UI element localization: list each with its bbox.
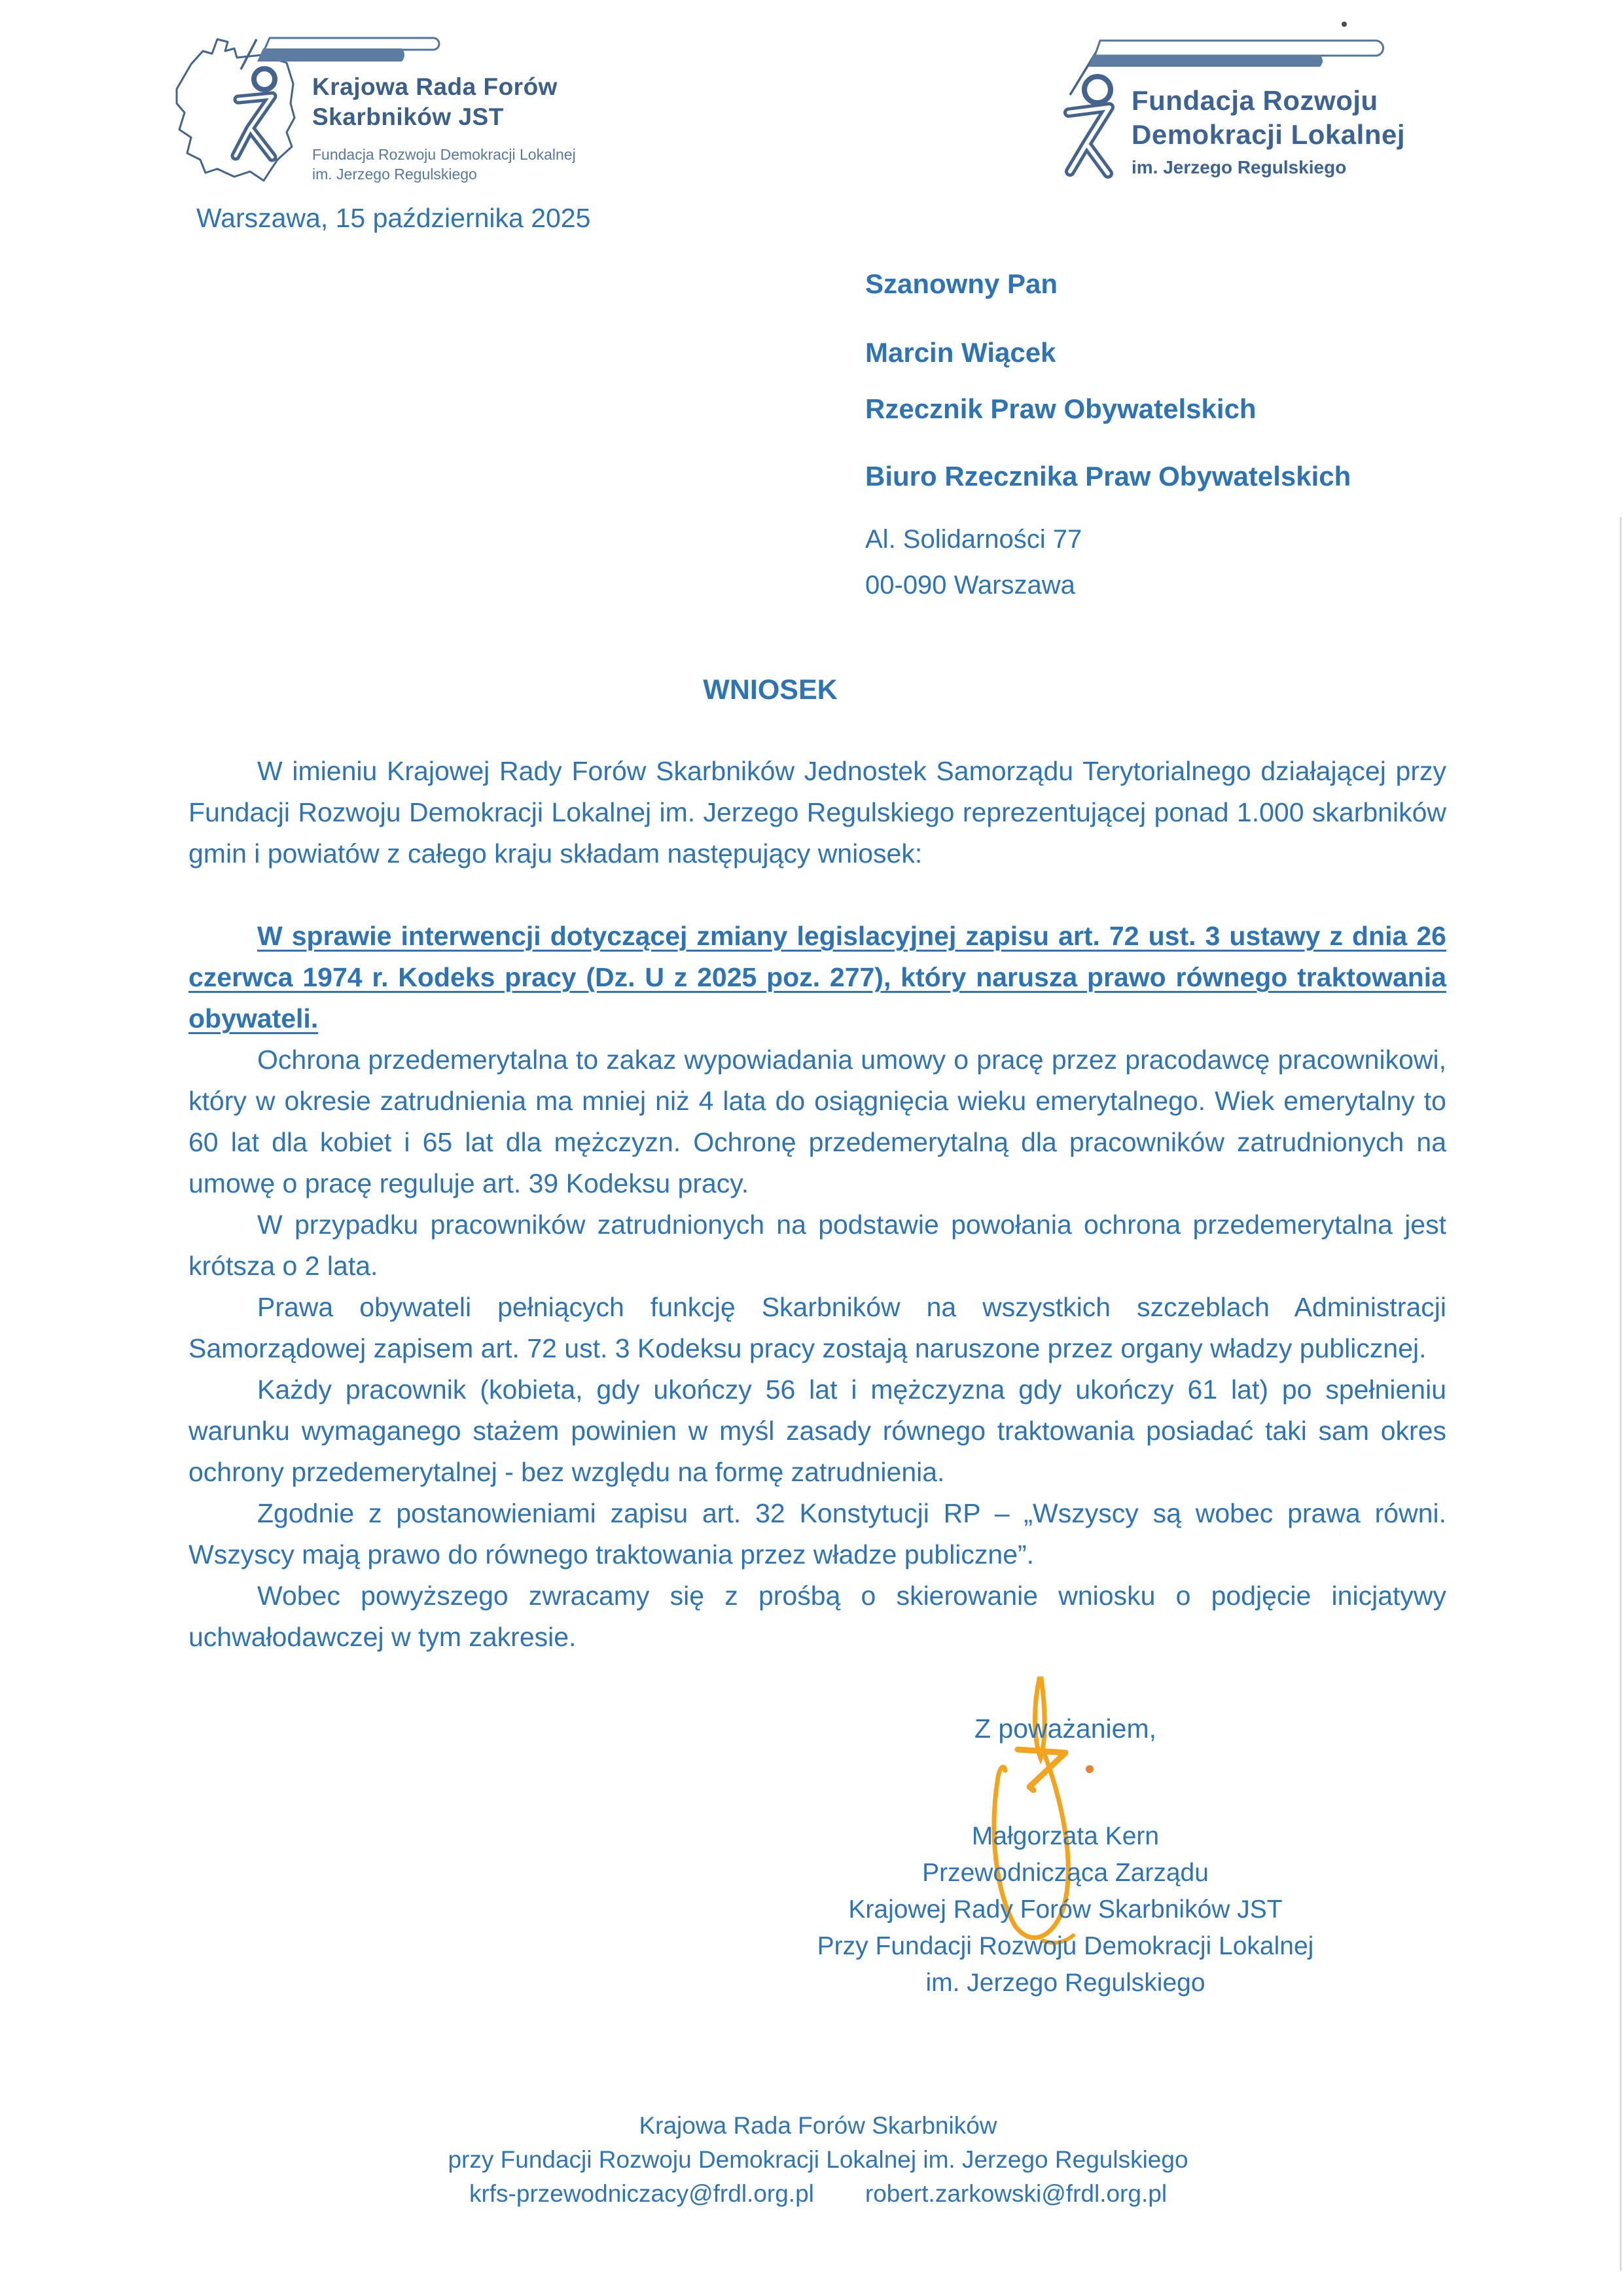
footer-emails bbox=[360, 2177, 1276, 2211]
krfs-logo-title-line1: Krajowa Rada Forów bbox=[312, 73, 558, 100]
recipient-salutation: Szanowny Pan bbox=[865, 268, 1058, 299]
signer-org-line2: Przy Fundacji Rozwoju Demokracji Lokalnej bbox=[817, 1932, 1314, 1960]
scan-speck bbox=[1342, 22, 1347, 27]
krfs-logo-title-line2: Skarbników JST bbox=[312, 103, 504, 130]
paragraph-kazdy-pracownik: Każdy pracownik (kobieta, gdy ukończy 56 lat i mężczyzna gdy ukończy 61 lat) po spełnieniu warunku wymaganego stażem powinien w myśl zasady równego traktowania posiadać taki sam okres ochrony przedemerytalnej - bez względu na formę zatrudnienia. bbox=[188, 1374, 1446, 1487]
frdl-logo-title bbox=[1132, 84, 1405, 152]
paragraph-ochrona: Ochrona przedemerytalna to zakaz wypowiadania umowy o pracę przez pracodawcę pracownikowi, który w okresie zatrudnienia ma mniej niż 4 lata do osiągnięcia wieku emerytalnego. Wiek emerytalny to 60 lat dla kobiet i 65 lat dla mężczyzn. Ochronę przedemerytalną dla pracowników zatrudnionych na umowę o pracę reguluje art. 39 Kodeksu pracy. bbox=[188, 1045, 1446, 1198]
krfs-logo-subtitle bbox=[312, 145, 576, 184]
recipient-office: Biuro Rzecznika Praw Obywatelskich bbox=[865, 461, 1351, 492]
paragraph-konstytucja: Zgodnie z postanowieniami zapisu art. 32 Konstytucji RP – „Wszyscy są wobec prawa równi. Wszyscy mają prawo do równego traktowania przez władze publiczne”. bbox=[188, 1498, 1446, 1570]
paragraph-wniosek-koncowy: Wobec powyższego zwracamy się z prośbą o skierowanie wniosku o podjęcie inicjatywy uchwałodawczej w tym zakresie. bbox=[188, 1581, 1446, 1652]
recipient-title: Rzecznik Praw Obywatelskich bbox=[865, 393, 1257, 424]
paragraph-intro: W imieniu Krajowej Rady Forów Skarbników Jednostek Samorządu Terytorialnego działającej przy Fundacji Rozwoju Demokracji Lokalnej im. Jerzego Regulskiego reprezentującej ponad 1.000 skarbników gmin i powiatów z całego kraju składam następujący wniosek: bbox=[188, 756, 1446, 869]
paragraph-subject: W sprawie interwencji dotyczącej zmiany legislacyjnej zapisu art. 72 ust. 3 ustawy z dnia 26 czerwca 1974 r. Kodeks pracy (Dz. U z 2025 poz. 277), który narusza prawo równego traktowania obywateli. bbox=[188, 921, 1446, 1033]
signer-org-line1: Krajowej Rady Forów Skarbników JST bbox=[848, 1895, 1283, 1924]
letter-body bbox=[188, 660, 1446, 1658]
valediction: Z poważaniem, bbox=[974, 1713, 1156, 1744]
document-title: WNIOSEK bbox=[703, 674, 838, 706]
frdl-logo bbox=[1057, 26, 1423, 190]
krfs-logo bbox=[171, 31, 630, 221]
scan-edge-artifact bbox=[1620, 517, 1622, 2271]
footer-email-chair: krfs-przewodniczacy@frdl.org.pl bbox=[469, 2180, 814, 2207]
frdl-logo-title-line2: Demokracji Lokalnej bbox=[1132, 119, 1405, 150]
date-line: Warszawa, 15 października 2025 bbox=[196, 203, 591, 233]
paragraph-prawa: Prawa obywateli pełniących funkcję Skarbników na wszystkich szczeblach Administracji Samorządowej zapisem art. 72 ust. 3 Kodeksu pracy zostają naruszone przez organy władzy publicznej. bbox=[188, 1292, 1446, 1363]
recipient-address-line2: 00-090 Warszawa bbox=[865, 571, 1075, 600]
signer-block bbox=[738, 1818, 1393, 2001]
signer-name: Małgorzata Kern bbox=[971, 1822, 1160, 1850]
signer-org-line3: im. Jerzego Regulskiego bbox=[925, 1969, 1205, 1997]
frdl-logo-title-line1: Fundacja Rozwoju bbox=[1132, 85, 1378, 116]
footer-email-contact: robert.zarkowski@frdl.org.pl bbox=[865, 2180, 1168, 2207]
footer-org-name: Krajowa Rada Forów Skarbników bbox=[639, 2112, 997, 2139]
frdl-logo-subtitle: im. Jerzego Regulskiego bbox=[1132, 157, 1347, 177]
recipient-address-line1: Al. Solidarności 77 bbox=[865, 525, 1082, 554]
signer-title: Przewodnicząca Zarządu bbox=[922, 1859, 1209, 1887]
krfs-logo-title bbox=[312, 72, 558, 132]
recipient-name: Marcin Wiącek bbox=[865, 337, 1056, 368]
footer-block bbox=[360, 2109, 1276, 2211]
krfs-logo-subtitle-line1: Fundacja Rozwoju Demokracji Lokalnej bbox=[312, 146, 576, 163]
recipient-block bbox=[865, 265, 1351, 604]
closing-block bbox=[738, 1712, 1393, 2001]
paragraph-powolanie: W przypadku pracowników zatrudnionych na podstawie powołania ochrona przedemerytalna jest krótsza o 2 lata. bbox=[188, 1210, 1446, 1281]
footer-org-affiliation: przy Fundacji Rozwoju Demokracji Lokalnej im. Jerzego Regulskiego bbox=[448, 2146, 1188, 2173]
krfs-logo-subtitle-line2: im. Jerzego Regulskiego bbox=[312, 166, 477, 183]
